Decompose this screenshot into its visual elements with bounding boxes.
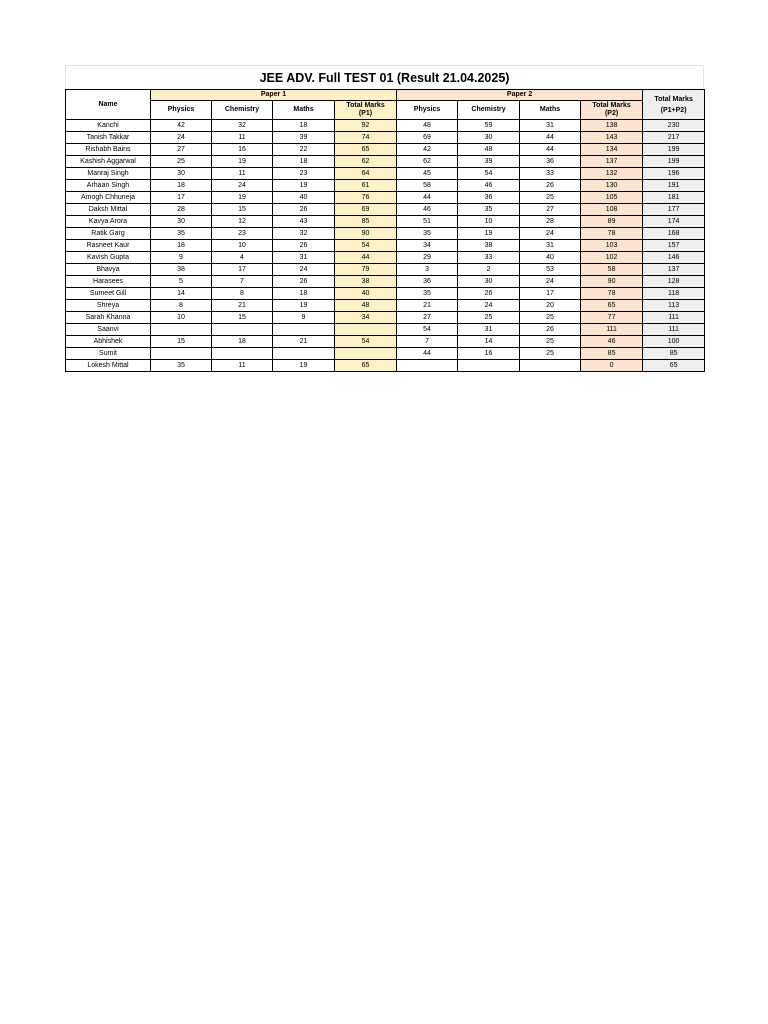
- header-row-subjects: [66, 101, 705, 120]
- p2-physics-cell: 54: [397, 324, 458, 336]
- p1-total-cell: 90: [335, 228, 397, 240]
- p2-physics-cell: 62: [397, 156, 458, 168]
- p2-total-cell: 0: [581, 360, 643, 372]
- p2-maths-header: Maths: [520, 101, 581, 120]
- p2-physics-cell: 35: [397, 288, 458, 300]
- table-row: [66, 228, 705, 240]
- p2-maths-cell: 24: [520, 228, 581, 240]
- p1-maths-cell: 32: [273, 228, 335, 240]
- student-name-cell: Lokesh Mittal: [66, 360, 151, 372]
- p2-chemistry-cell: 30: [458, 132, 520, 144]
- student-name-cell: Daksh Mittal: [66, 204, 151, 216]
- p2-total-cell: 105: [581, 192, 643, 204]
- p1-physics-cell: 35: [151, 360, 212, 372]
- p2-physics-cell: 42: [397, 144, 458, 156]
- grand-total-cell: 196: [643, 168, 705, 180]
- grand-total-header-sub: (P1+P2): [660, 106, 687, 114]
- p2-chemistry-cell: [458, 360, 520, 372]
- student-name-cell: Shreya: [66, 300, 151, 312]
- p1-chemistry-cell: [212, 324, 273, 336]
- p2-physics-cell: 3: [397, 264, 458, 276]
- p2-physics-cell: 44: [397, 348, 458, 360]
- p2-chemistry-cell: 36: [458, 192, 520, 204]
- grand-total-cell: 168: [643, 228, 705, 240]
- p2-maths-cell: 33: [520, 168, 581, 180]
- p1-maths-cell: [273, 348, 335, 360]
- grand-total-cell: 177: [643, 204, 705, 216]
- grand-total-cell: 118: [643, 288, 705, 300]
- p2-maths-cell: 40: [520, 252, 581, 264]
- grand-total-cell: 111: [643, 324, 705, 336]
- p2-maths-cell: 27: [520, 204, 581, 216]
- student-name-cell: Bhavya: [66, 264, 151, 276]
- p1-maths-cell: 23: [273, 168, 335, 180]
- p1-maths-cell: 31: [273, 252, 335, 264]
- grand-total-cell: 157: [643, 240, 705, 252]
- p1-physics-cell: [151, 348, 212, 360]
- p2-physics-cell: 7: [397, 336, 458, 348]
- p1-maths-cell: [273, 324, 335, 336]
- p2-chemistry-cell: 2: [458, 264, 520, 276]
- p1-maths-cell: 18: [273, 288, 335, 300]
- p1-maths-cell: 26: [273, 240, 335, 252]
- p2-total-cell: 85: [581, 348, 643, 360]
- p1-maths-cell: 21: [273, 336, 335, 348]
- p1-physics-cell: 10: [151, 312, 212, 324]
- p1-chemistry-cell: 17: [212, 264, 273, 276]
- p1-chemistry-cell: 15: [212, 204, 273, 216]
- p2-physics-cell: 29: [397, 252, 458, 264]
- table-row: [66, 132, 705, 144]
- p2-physics-cell: 21: [397, 300, 458, 312]
- p2-maths-cell: [520, 360, 581, 372]
- p1-physics-cell: 15: [151, 336, 212, 348]
- p2-total-header: [581, 101, 643, 120]
- p2-chemistry-cell: 19: [458, 228, 520, 240]
- p2-maths-cell: 20: [520, 300, 581, 312]
- table-row: [66, 336, 705, 348]
- table-row: [66, 240, 705, 252]
- p1-chemistry-cell: 32: [212, 120, 273, 132]
- table-row: [66, 324, 705, 336]
- student-name-cell: Amogh Chhuneja: [66, 192, 151, 204]
- student-name-cell: Sumit: [66, 348, 151, 360]
- table-row: [66, 264, 705, 276]
- p2-maths-cell: 26: [520, 180, 581, 192]
- student-name-cell: Saanvi: [66, 324, 151, 336]
- p1-maths-cell: 39: [273, 132, 335, 144]
- p1-chemistry-cell: 15: [212, 312, 273, 324]
- table-row: [66, 144, 705, 156]
- p1-physics-cell: [151, 324, 212, 336]
- table-row: [66, 168, 705, 180]
- p2-physics-cell: 58: [397, 180, 458, 192]
- p2-chemistry-cell: 30: [458, 276, 520, 288]
- grand-total-cell: 65: [643, 360, 705, 372]
- p2-total-cell: 132: [581, 168, 643, 180]
- grand-total-cell: 230: [643, 120, 705, 132]
- p1-total-cell: 34: [335, 312, 397, 324]
- p2-chemistry-cell: 33: [458, 252, 520, 264]
- p2-chemistry-cell: 35: [458, 204, 520, 216]
- p1-total-cell: 74: [335, 132, 397, 144]
- p1-physics-cell: 25: [151, 156, 212, 168]
- p1-physics-cell: 18: [151, 240, 212, 252]
- student-name-cell: Kanchi: [66, 120, 151, 132]
- p1-total-cell: 40: [335, 288, 397, 300]
- p1-total-cell: 65: [335, 144, 397, 156]
- p1-total-cell: 85: [335, 216, 397, 228]
- p2-total-cell: 58: [581, 264, 643, 276]
- grand-total-cell: 146: [643, 252, 705, 264]
- p1-chemistry-cell: 18: [212, 336, 273, 348]
- p1-chemistry-header: Chemistry: [212, 101, 273, 120]
- p1-total-cell: 48: [335, 300, 397, 312]
- p1-physics-cell: 42: [151, 120, 212, 132]
- p2-physics-cell: [397, 360, 458, 372]
- p1-maths-cell: 26: [273, 204, 335, 216]
- p1-maths-cell: 24: [273, 264, 335, 276]
- p2-total-cell: 78: [581, 288, 643, 300]
- p2-maths-cell: 44: [520, 132, 581, 144]
- p2-chemistry-cell: 10: [458, 216, 520, 228]
- p2-maths-cell: 17: [520, 288, 581, 300]
- p2-total-cell: 102: [581, 252, 643, 264]
- p1-chemistry-cell: 24: [212, 180, 273, 192]
- p2-total-cell: 77: [581, 312, 643, 324]
- p1-chemistry-cell: 11: [212, 168, 273, 180]
- p1-maths-cell: 19: [273, 300, 335, 312]
- table-row: [66, 360, 705, 372]
- p1-physics-cell: 17: [151, 192, 212, 204]
- p2-physics-cell: 35: [397, 228, 458, 240]
- p2-maths-cell: 24: [520, 276, 581, 288]
- paper2-header: Paper 2: [397, 90, 643, 101]
- name-header: Name: [66, 90, 151, 120]
- p1-total-cell: 92: [335, 120, 397, 132]
- p1-total-header: [335, 101, 397, 120]
- p1-total-cell: 61: [335, 180, 397, 192]
- p1-maths-cell: 19: [273, 180, 335, 192]
- p1-total-header-sub: (P1): [358, 110, 373, 117]
- p1-maths-header: Maths: [273, 101, 335, 120]
- student-name-cell: Arhaan Singh: [66, 180, 151, 192]
- p2-total-cell: 134: [581, 144, 643, 156]
- p1-chemistry-cell: 12: [212, 216, 273, 228]
- p2-chemistry-cell: 25: [458, 312, 520, 324]
- table-row: [66, 276, 705, 288]
- table-row: [66, 348, 705, 360]
- p2-chemistry-cell: 26: [458, 288, 520, 300]
- p1-maths-cell: 9: [273, 312, 335, 324]
- p2-maths-cell: 28: [520, 216, 581, 228]
- p2-maths-cell: 25: [520, 192, 581, 204]
- grand-total-cell: 137: [643, 264, 705, 276]
- p2-maths-cell: 25: [520, 348, 581, 360]
- p1-chemistry-cell: 10: [212, 240, 273, 252]
- p2-chemistry-cell: 16: [458, 348, 520, 360]
- p1-chemistry-cell: 21: [212, 300, 273, 312]
- p2-physics-cell: 46: [397, 204, 458, 216]
- grand-total-cell: 199: [643, 144, 705, 156]
- p2-physics-cell: 27: [397, 312, 458, 324]
- p1-chemistry-cell: 16: [212, 144, 273, 156]
- p2-maths-cell: 44: [520, 144, 581, 156]
- table-row: [66, 120, 705, 132]
- grand-total-cell: 85: [643, 348, 705, 360]
- grand-total-cell: 217: [643, 132, 705, 144]
- grand-total-header-label: Total Marks: [654, 95, 693, 103]
- student-name-cell: Harasees: [66, 276, 151, 288]
- p2-total-cell: 65: [581, 300, 643, 312]
- student-name-cell: Sumeet Gill: [66, 288, 151, 300]
- grand-total-cell: 100: [643, 336, 705, 348]
- p2-physics-cell: 36: [397, 276, 458, 288]
- table-row: [66, 312, 705, 324]
- p1-chemistry-cell: 23: [212, 228, 273, 240]
- p1-total-cell: [335, 348, 397, 360]
- p2-maths-cell: 25: [520, 312, 581, 324]
- p1-total-header-label: Total Marks: [346, 102, 385, 109]
- student-name-cell: Kavish Gupta: [66, 252, 151, 264]
- p2-total-cell: 143: [581, 132, 643, 144]
- p1-chemistry-cell: 19: [212, 156, 273, 168]
- p2-chemistry-cell: 38: [458, 240, 520, 252]
- p2-physics-header: Physics: [397, 101, 458, 120]
- p1-chemistry-cell: 7: [212, 276, 273, 288]
- table-row: [66, 180, 705, 192]
- p1-chemistry-cell: 8: [212, 288, 273, 300]
- grand-total-cell: 181: [643, 192, 705, 204]
- p2-total-cell: 90: [581, 276, 643, 288]
- p1-chemistry-cell: 11: [212, 360, 273, 372]
- p1-physics-header: Physics: [151, 101, 212, 120]
- p1-physics-cell: 9: [151, 252, 212, 264]
- p1-total-cell: 65: [335, 360, 397, 372]
- header-row-groups: [66, 90, 705, 101]
- p1-physics-cell: 30: [151, 216, 212, 228]
- results-table: [65, 89, 705, 372]
- table-row: [66, 252, 705, 264]
- p2-physics-cell: 45: [397, 168, 458, 180]
- student-name-cell: Rasneet Kaur: [66, 240, 151, 252]
- table-row: [66, 192, 705, 204]
- p2-physics-cell: 48: [397, 120, 458, 132]
- p1-total-cell: 64: [335, 168, 397, 180]
- table-row: [66, 156, 705, 168]
- p1-total-cell: 38: [335, 276, 397, 288]
- p1-physics-cell: 27: [151, 144, 212, 156]
- p1-total-cell: 62: [335, 156, 397, 168]
- student-name-cell: Manraj Singh: [66, 168, 151, 180]
- p1-chemistry-cell: [212, 348, 273, 360]
- grand-total-cell: 174: [643, 216, 705, 228]
- student-name-cell: Rishabh Bains: [66, 144, 151, 156]
- p1-maths-cell: 43: [273, 216, 335, 228]
- student-name-cell: Tanish Takkar: [66, 132, 151, 144]
- p1-physics-cell: 18: [151, 180, 212, 192]
- p1-total-cell: 54: [335, 240, 397, 252]
- p2-total-cell: 103: [581, 240, 643, 252]
- grand-total-header: [643, 90, 705, 120]
- table-row: [66, 300, 705, 312]
- p2-total-cell: 78: [581, 228, 643, 240]
- p2-chemistry-cell: 24: [458, 300, 520, 312]
- student-name-cell: Ratik Garg: [66, 228, 151, 240]
- p1-total-cell: 54: [335, 336, 397, 348]
- p2-chemistry-cell: 46: [458, 180, 520, 192]
- p1-physics-cell: 8: [151, 300, 212, 312]
- p1-chemistry-cell: 4: [212, 252, 273, 264]
- p1-maths-cell: 26: [273, 276, 335, 288]
- p2-physics-cell: 69: [397, 132, 458, 144]
- table-row: [66, 204, 705, 216]
- p2-maths-cell: 31: [520, 240, 581, 252]
- p1-physics-cell: 28: [151, 204, 212, 216]
- p2-chemistry-cell: 31: [458, 324, 520, 336]
- p2-physics-cell: 44: [397, 192, 458, 204]
- p2-physics-cell: 34: [397, 240, 458, 252]
- p1-chemistry-cell: 11: [212, 132, 273, 144]
- p1-total-cell: 79: [335, 264, 397, 276]
- grand-total-cell: 113: [643, 300, 705, 312]
- p1-physics-cell: 35: [151, 228, 212, 240]
- p1-total-cell: 69: [335, 204, 397, 216]
- p2-total-cell: 111: [581, 324, 643, 336]
- p2-total-cell: 46: [581, 336, 643, 348]
- p1-physics-cell: 30: [151, 168, 212, 180]
- p2-chemistry-cell: 48: [458, 144, 520, 156]
- p1-maths-cell: 19: [273, 360, 335, 372]
- student-name-cell: Kavya Arora: [66, 216, 151, 228]
- p2-total-cell: 89: [581, 216, 643, 228]
- table-row: [66, 288, 705, 300]
- p1-physics-cell: 14: [151, 288, 212, 300]
- p1-maths-cell: 18: [273, 156, 335, 168]
- p1-maths-cell: 22: [273, 144, 335, 156]
- grand-total-cell: 199: [643, 156, 705, 168]
- student-name-cell: Sarah Khanna: [66, 312, 151, 324]
- grand-total-cell: 128: [643, 276, 705, 288]
- p2-total-header-sub: (P2): [604, 110, 619, 117]
- grand-total-cell: 191: [643, 180, 705, 192]
- p2-chemistry-cell: 54: [458, 168, 520, 180]
- p2-maths-cell: 31: [520, 120, 581, 132]
- p2-total-header-label: Total Marks: [592, 102, 631, 109]
- student-name-cell: Abhishek: [66, 336, 151, 348]
- sheet-title: JEE ADV. Full TEST 01 (Result 21.04.2025): [65, 65, 704, 89]
- p1-total-cell: [335, 324, 397, 336]
- p2-chemistry-cell: 14: [458, 336, 520, 348]
- result-sheet: [65, 65, 704, 372]
- paper1-header: Paper 1: [151, 90, 397, 101]
- p1-physics-cell: 24: [151, 132, 212, 144]
- results-body: [66, 120, 705, 372]
- p2-chemistry-header: Chemistry: [458, 101, 520, 120]
- p1-total-cell: 44: [335, 252, 397, 264]
- p1-maths-cell: 18: [273, 120, 335, 132]
- p1-chemistry-cell: 19: [212, 192, 273, 204]
- p2-maths-cell: 36: [520, 156, 581, 168]
- grand-total-cell: 111: [643, 312, 705, 324]
- p2-maths-cell: 53: [520, 264, 581, 276]
- p1-total-cell: 76: [335, 192, 397, 204]
- student-name-cell: Kashish Aggarwal: [66, 156, 151, 168]
- p2-total-cell: 108: [581, 204, 643, 216]
- table-row: [66, 216, 705, 228]
- p2-maths-cell: 26: [520, 324, 581, 336]
- p2-total-cell: 130: [581, 180, 643, 192]
- p2-physics-cell: 51: [397, 216, 458, 228]
- p1-physics-cell: 38: [151, 264, 212, 276]
- p2-total-cell: 138: [581, 120, 643, 132]
- p2-chemistry-cell: 59: [458, 120, 520, 132]
- p2-total-cell: 137: [581, 156, 643, 168]
- p2-maths-cell: 25: [520, 336, 581, 348]
- p1-maths-cell: 40: [273, 192, 335, 204]
- p1-physics-cell: 5: [151, 276, 212, 288]
- p2-chemistry-cell: 39: [458, 156, 520, 168]
